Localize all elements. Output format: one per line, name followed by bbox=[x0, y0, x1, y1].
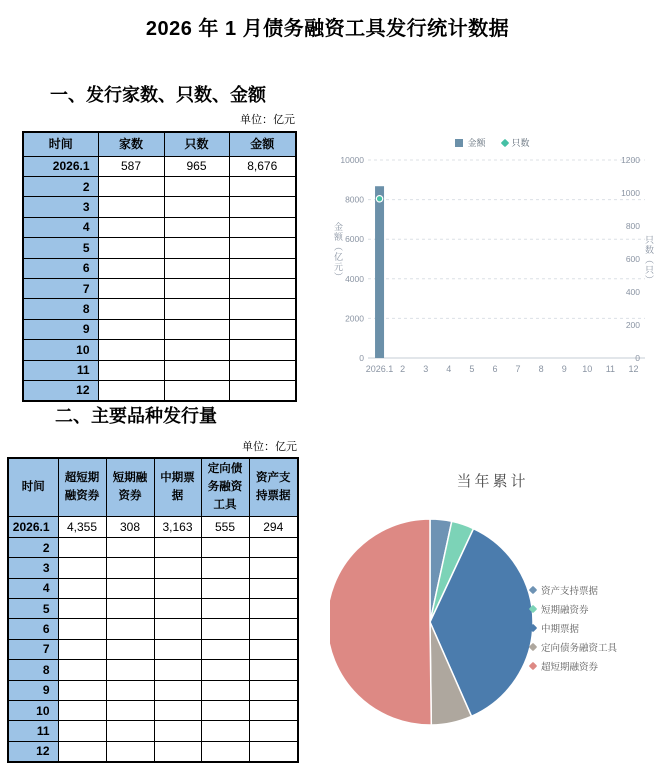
table-cell bbox=[58, 741, 106, 761]
x-axis-label: 2026.1 bbox=[365, 364, 394, 374]
row-label: 9 bbox=[8, 680, 58, 700]
table-cell bbox=[201, 660, 249, 680]
table-row bbox=[8, 639, 298, 659]
scatter-point bbox=[376, 196, 382, 202]
right-axis-tick: 1000 bbox=[621, 188, 640, 198]
table-cell: 294 bbox=[249, 517, 298, 537]
legend-item bbox=[530, 583, 617, 597]
table-cell bbox=[98, 299, 164, 319]
table-cell bbox=[229, 340, 296, 360]
table-cell bbox=[106, 578, 154, 598]
legend-label: 只数 bbox=[511, 138, 530, 148]
row-label: 4 bbox=[8, 578, 58, 598]
legend-label: 超短期融资券 bbox=[541, 662, 599, 673]
row-label: 11 bbox=[8, 721, 58, 741]
table-cell bbox=[201, 700, 249, 720]
table-cell bbox=[249, 578, 298, 598]
unit-label-section1: 单位：亿元 bbox=[240, 114, 295, 126]
table-cell bbox=[58, 660, 106, 680]
legend-item bbox=[530, 602, 617, 616]
table-cell bbox=[249, 599, 298, 619]
legend-diamond-icon bbox=[529, 605, 537, 613]
table-cell bbox=[201, 721, 249, 741]
column-header: 短期融资券 bbox=[106, 458, 154, 517]
row-label: 6 bbox=[23, 258, 98, 278]
table-cell bbox=[249, 619, 298, 639]
legend-diamond-icon bbox=[529, 662, 537, 670]
table-cell bbox=[229, 176, 296, 196]
table-cell bbox=[58, 680, 106, 700]
legend-item bbox=[530, 621, 617, 635]
table-cell: 555 bbox=[201, 517, 249, 537]
table-cell bbox=[164, 258, 229, 278]
row-label: 12 bbox=[8, 741, 58, 761]
column-header: 家数 bbox=[98, 132, 164, 156]
table-row bbox=[23, 319, 296, 339]
table-cell bbox=[229, 319, 296, 339]
page-title: 2026 年 1 月债务融资工具发行统计数据 bbox=[145, 18, 510, 40]
table-cell bbox=[164, 319, 229, 339]
row-label: 2026.1 bbox=[23, 156, 98, 176]
table-cell bbox=[106, 680, 154, 700]
pie-chart-legend bbox=[530, 583, 617, 673]
x-axis-label: 9 bbox=[561, 364, 567, 374]
left-axis-tick: 4000 bbox=[345, 273, 364, 284]
table-cell bbox=[249, 537, 298, 557]
left-axis-tick: 2000 bbox=[345, 313, 364, 324]
table-row bbox=[23, 217, 296, 237]
legend-label: 资产支持票据 bbox=[541, 586, 599, 597]
table-cell bbox=[98, 319, 164, 339]
table-header-row bbox=[23, 132, 296, 156]
legend-item bbox=[455, 136, 485, 149]
table-row bbox=[23, 360, 296, 380]
table-row bbox=[8, 517, 298, 537]
table-cell bbox=[229, 380, 296, 400]
table-cell bbox=[154, 660, 201, 680]
column-header: 金额 bbox=[229, 132, 296, 156]
table-row bbox=[23, 156, 296, 176]
legend-item bbox=[530, 640, 617, 654]
pie-chart bbox=[330, 460, 655, 765]
row-label: 10 bbox=[23, 340, 98, 360]
table-cell bbox=[201, 599, 249, 619]
row-label: 5 bbox=[23, 238, 98, 258]
table-row bbox=[23, 258, 296, 278]
table-cell bbox=[249, 680, 298, 700]
table-cell bbox=[154, 721, 201, 741]
table-row bbox=[23, 299, 296, 319]
table-cell bbox=[106, 700, 154, 720]
table-cell bbox=[106, 558, 154, 578]
right-axis-tick: 800 bbox=[625, 221, 640, 231]
table-cell bbox=[106, 537, 154, 557]
legend-label: 短期融资券 bbox=[541, 605, 589, 616]
instrument-volume-table bbox=[7, 457, 299, 763]
table-cell bbox=[201, 741, 249, 761]
table-cell bbox=[164, 340, 229, 360]
table-cell bbox=[106, 741, 154, 761]
table-row bbox=[8, 680, 298, 700]
column-header: 中期票据 bbox=[154, 458, 201, 517]
legend-label: 定向债务融资工具 bbox=[541, 643, 618, 654]
table-cell bbox=[249, 639, 298, 659]
left-axis-tick: 10000 bbox=[340, 155, 364, 165]
table-cell bbox=[229, 197, 296, 217]
left-axis-tick: 0 bbox=[359, 353, 364, 363]
right-axis-tick: 0 bbox=[635, 353, 640, 363]
table-cell bbox=[154, 639, 201, 659]
table-cell: 3,163 bbox=[154, 517, 201, 537]
table-cell bbox=[58, 578, 106, 598]
section1-heading: 一、发行家数、只数、金额 bbox=[50, 85, 266, 105]
table-cell: 8,676 bbox=[229, 156, 296, 176]
row-label: 2 bbox=[23, 176, 98, 196]
row-label: 12 bbox=[23, 380, 98, 400]
x-axis-label: 8 bbox=[538, 364, 544, 374]
table-cell bbox=[249, 721, 298, 741]
table-row bbox=[8, 700, 298, 720]
row-label: 5 bbox=[8, 599, 58, 619]
table-cell bbox=[106, 721, 154, 741]
table-cell bbox=[58, 700, 106, 720]
table-cell bbox=[229, 217, 296, 237]
legend-diamond-icon bbox=[529, 586, 537, 594]
column-header: 时间 bbox=[23, 132, 98, 156]
table-cell bbox=[106, 619, 154, 639]
row-label: 6 bbox=[8, 619, 58, 639]
table-cell bbox=[58, 558, 106, 578]
table-cell bbox=[98, 278, 164, 298]
x-axis-label: 12 bbox=[628, 364, 639, 374]
right-axis-title: 只数（只） bbox=[644, 235, 654, 285]
table-row bbox=[8, 619, 298, 639]
table-cell bbox=[154, 578, 201, 598]
table-cell bbox=[98, 197, 164, 217]
section2-heading: 二、主要品种发行量 bbox=[55, 406, 217, 426]
column-header: 超短期融资券 bbox=[58, 458, 106, 517]
left-axis-tick: 6000 bbox=[345, 234, 364, 245]
bar-chart-legend bbox=[330, 136, 655, 149]
issuance-summary-table bbox=[22, 131, 297, 402]
table-cell bbox=[106, 660, 154, 680]
table-cell bbox=[249, 700, 298, 720]
table-cell: 308 bbox=[106, 517, 154, 537]
table-cell bbox=[164, 238, 229, 258]
table-cell bbox=[98, 238, 164, 258]
legend-item bbox=[530, 659, 617, 673]
column-header: 定向债务融资工具 bbox=[201, 458, 249, 517]
table-row bbox=[8, 599, 298, 619]
row-label: 3 bbox=[8, 558, 58, 578]
table-row bbox=[23, 340, 296, 360]
table-cell bbox=[201, 558, 249, 578]
table-cell bbox=[201, 578, 249, 598]
bar bbox=[375, 186, 384, 358]
table-cell bbox=[98, 360, 164, 380]
legend-label: 中期票据 bbox=[541, 624, 580, 635]
pie-chart-title: 当年累计 bbox=[456, 473, 529, 490]
table-row bbox=[23, 176, 296, 196]
row-label: 10 bbox=[8, 700, 58, 720]
legend-square-icon bbox=[455, 139, 463, 147]
table-cell bbox=[164, 360, 229, 380]
table-cell bbox=[154, 700, 201, 720]
table-cell bbox=[98, 176, 164, 196]
table-cell bbox=[249, 660, 298, 680]
table-header-row bbox=[8, 458, 298, 517]
table-cell bbox=[154, 619, 201, 639]
table-cell bbox=[58, 599, 106, 619]
table-cell bbox=[154, 558, 201, 578]
table-row bbox=[23, 197, 296, 217]
table-row bbox=[8, 578, 298, 598]
legend-diamond-icon bbox=[500, 138, 508, 146]
row-label: 4 bbox=[23, 217, 98, 237]
x-axis-label: 6 bbox=[492, 364, 498, 374]
table-cell bbox=[58, 721, 106, 741]
x-axis-label: 10 bbox=[582, 364, 593, 374]
column-header: 只数 bbox=[164, 132, 229, 156]
table-cell bbox=[164, 278, 229, 298]
pie-slice bbox=[330, 519, 431, 725]
table-cell bbox=[58, 639, 106, 659]
table-cell bbox=[249, 741, 298, 761]
table-cell bbox=[106, 599, 154, 619]
table-cell bbox=[164, 380, 229, 400]
table-cell bbox=[154, 599, 201, 619]
table-cell bbox=[98, 217, 164, 237]
row-label: 11 bbox=[23, 360, 98, 380]
right-axis-tick: 400 bbox=[625, 287, 640, 297]
x-axis-label: 7 bbox=[515, 364, 521, 374]
row-label: 7 bbox=[23, 278, 98, 298]
table-row bbox=[8, 660, 298, 680]
right-axis-tick: 1200 bbox=[621, 155, 640, 165]
row-label: 7 bbox=[8, 639, 58, 659]
table-row bbox=[8, 741, 298, 761]
unit-label-section2: 单位：亿元 bbox=[242, 441, 297, 453]
table-row bbox=[8, 721, 298, 741]
column-header: 资产支持票据 bbox=[249, 458, 298, 517]
table-cell bbox=[98, 258, 164, 278]
table-cell bbox=[249, 558, 298, 578]
row-label: 8 bbox=[23, 299, 98, 319]
table-cell bbox=[229, 258, 296, 278]
table-row bbox=[8, 558, 298, 578]
table-row bbox=[8, 537, 298, 557]
row-label: 9 bbox=[23, 319, 98, 339]
table-cell bbox=[164, 217, 229, 237]
table-cell: 965 bbox=[164, 156, 229, 176]
row-label: 3 bbox=[23, 197, 98, 217]
x-axis-label: 2 bbox=[400, 364, 406, 374]
table-cell: 4,355 bbox=[58, 517, 106, 537]
table-cell bbox=[154, 680, 201, 700]
table-cell bbox=[58, 619, 106, 639]
bar-chart-plot bbox=[330, 130, 655, 385]
left-axis-title: 金额（亿元） bbox=[333, 222, 343, 282]
legend-diamond-icon bbox=[529, 643, 537, 651]
row-label: 2 bbox=[8, 537, 58, 557]
table-row bbox=[23, 380, 296, 400]
table-cell bbox=[201, 639, 249, 659]
table-cell bbox=[201, 537, 249, 557]
legend-label: 金额 bbox=[467, 138, 486, 148]
bar-chart bbox=[330, 130, 655, 385]
column-header: 时间 bbox=[8, 458, 58, 517]
x-axis-label: 3 bbox=[423, 364, 429, 374]
table-cell bbox=[229, 299, 296, 319]
table-cell bbox=[164, 176, 229, 196]
table-cell bbox=[154, 537, 201, 557]
table-cell bbox=[164, 299, 229, 319]
right-axis-tick: 200 bbox=[625, 320, 640, 330]
right-axis-tick: 600 bbox=[625, 254, 640, 264]
table-cell bbox=[229, 238, 296, 258]
table-cell bbox=[229, 360, 296, 380]
table-cell bbox=[201, 619, 249, 639]
row-label: 8 bbox=[8, 660, 58, 680]
left-axis-tick: 8000 bbox=[345, 194, 364, 205]
table-row bbox=[23, 238, 296, 258]
table-cell bbox=[106, 639, 154, 659]
x-axis-label: 11 bbox=[605, 364, 616, 374]
row-label: 2026.1 bbox=[8, 517, 58, 537]
x-axis-label: 4 bbox=[446, 364, 452, 374]
legend-diamond-icon bbox=[529, 624, 537, 632]
table-cell bbox=[201, 680, 249, 700]
table-cell bbox=[98, 380, 164, 400]
x-axis-label: 5 bbox=[469, 364, 475, 374]
table-cell bbox=[58, 537, 106, 557]
table-cell bbox=[154, 741, 201, 761]
table-cell bbox=[98, 340, 164, 360]
legend-item bbox=[502, 136, 530, 149]
table-cell bbox=[164, 197, 229, 217]
table-cell bbox=[229, 278, 296, 298]
table-row bbox=[23, 278, 296, 298]
table-cell: 587 bbox=[98, 156, 164, 176]
